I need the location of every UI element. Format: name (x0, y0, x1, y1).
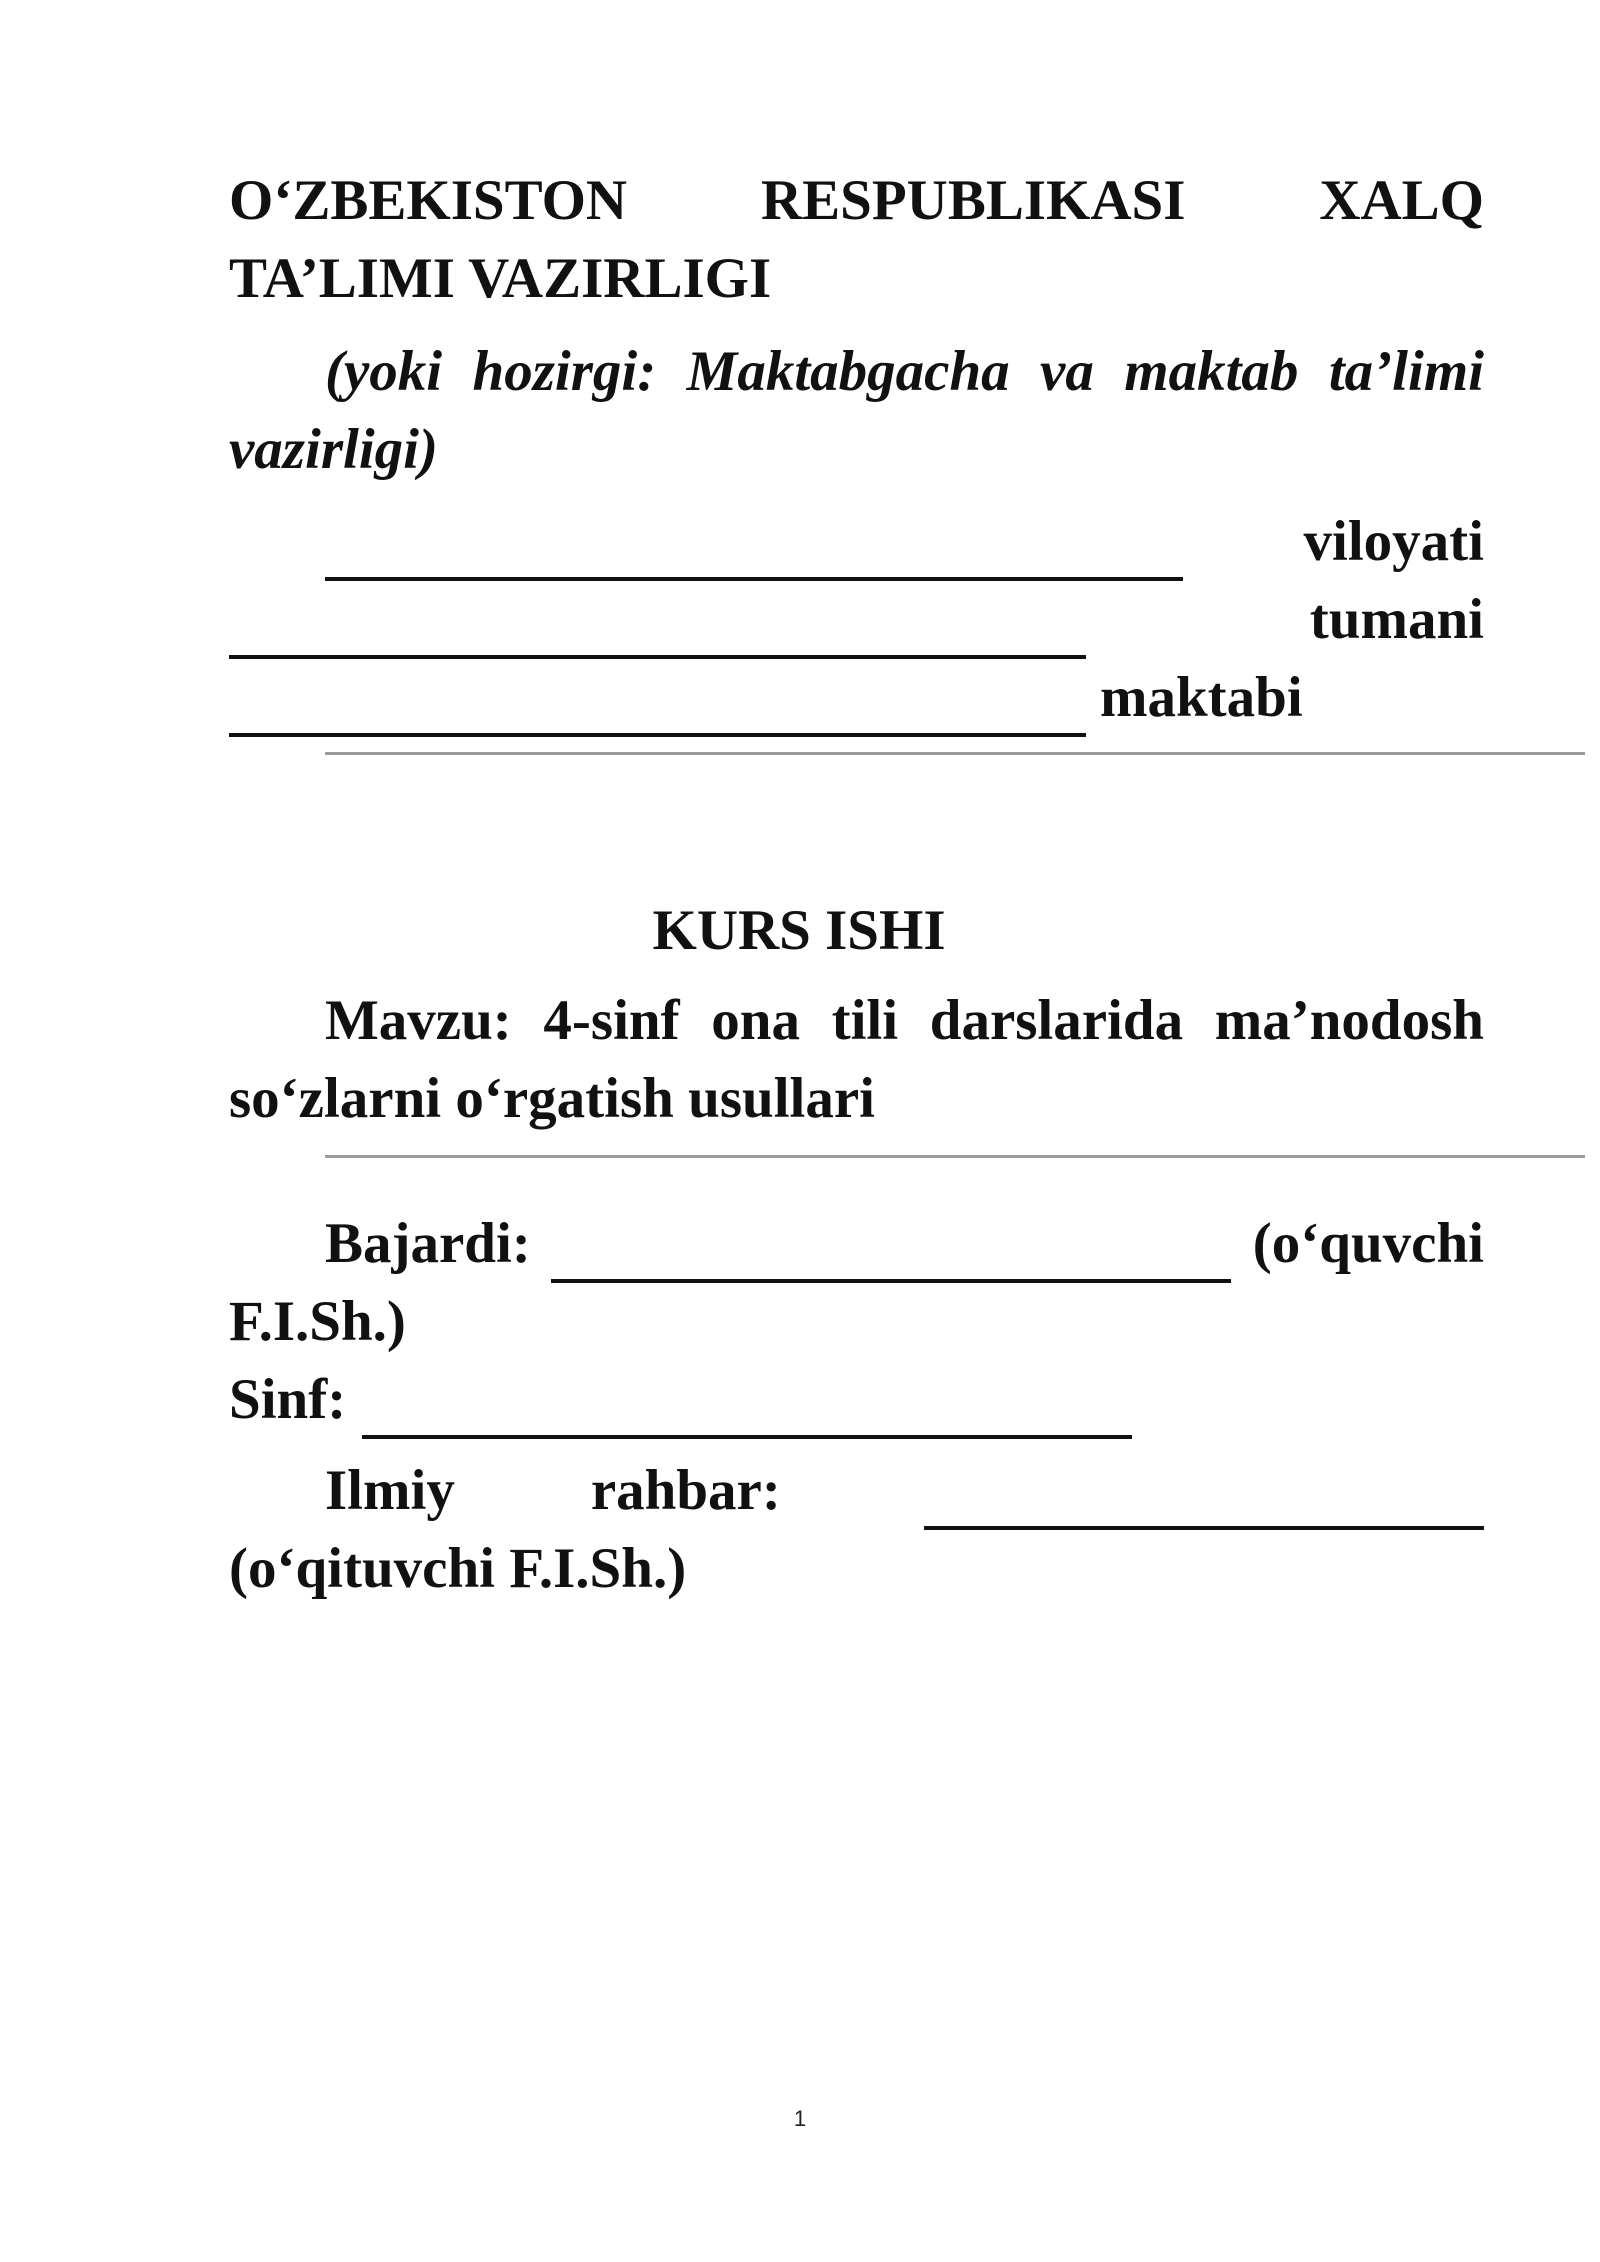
alt-name-line-1 (229, 333, 1484, 411)
school-blank[interactable] (229, 681, 1086, 737)
performer-hint-1: (o‘quvchi (1252, 1212, 1484, 1275)
district-label: tumani (1309, 588, 1484, 651)
supervisor-block (229, 1452, 1484, 1608)
school-label: maktabi (1100, 666, 1303, 729)
location-fields (229, 503, 1484, 737)
performer-blank[interactable] (551, 1227, 1231, 1283)
topic-line-2: so‘zlarni o‘rgatish usullari (229, 1067, 876, 1130)
supervisor-label-1: Ilmiy (325, 1459, 455, 1522)
supervisor-hint: (o‘qituvchi F.I.Sh.) (229, 1537, 687, 1600)
district-line (229, 581, 1484, 659)
ministry-word-2: RESPUBLIKASI (760, 169, 1186, 232)
divider-1 (325, 752, 1585, 755)
alt-name-text-1: (yoki hozirgi: Maktabgacha va maktab ta’limi (325, 340, 1484, 403)
performer-label: Bajardi: (325, 1212, 531, 1275)
alt-name-line-2: vazirligi) (229, 418, 438, 481)
district-blank[interactable] (229, 603, 1086, 659)
ministry-header (229, 162, 1484, 318)
topic-block (229, 982, 1484, 1138)
doc-type: KURS ISHI (652, 899, 946, 962)
class-blank[interactable] (362, 1383, 1132, 1439)
school-line (229, 659, 1484, 737)
performer-hint-2: F.I.Sh.) (229, 1290, 406, 1353)
ministry-alt-name (229, 333, 1484, 489)
doc-type-title (229, 892, 1369, 970)
ministry-line-1 (229, 162, 1484, 240)
class-label: Sinf: (229, 1368, 347, 1431)
ministry-word-1: O‘ZBEKISTON (229, 169, 628, 232)
divider-2 (325, 1155, 1585, 1158)
ministry-line-2: TA’LIMI VAZIRLIGI (229, 247, 772, 310)
topic-text-1: Mavzu: 4-sinf ona tili darslarida ma’nodosh (325, 989, 1484, 1052)
supervisor-line (229, 1452, 1484, 1530)
region-blank[interactable] (325, 525, 1183, 581)
performer-block (229, 1205, 1484, 1439)
performer-line (229, 1205, 1484, 1283)
ministry-word-3: XALQ (1319, 169, 1484, 232)
supervisor-blank[interactable] (924, 1474, 1484, 1530)
topic-line-1 (229, 982, 1484, 1060)
region-label: viloyati (1303, 510, 1484, 573)
supervisor-label-2: rahbar: (590, 1459, 781, 1522)
page-number: 1 (793, 2106, 807, 2131)
region-line (229, 503, 1484, 581)
class-line (229, 1361, 1484, 1439)
